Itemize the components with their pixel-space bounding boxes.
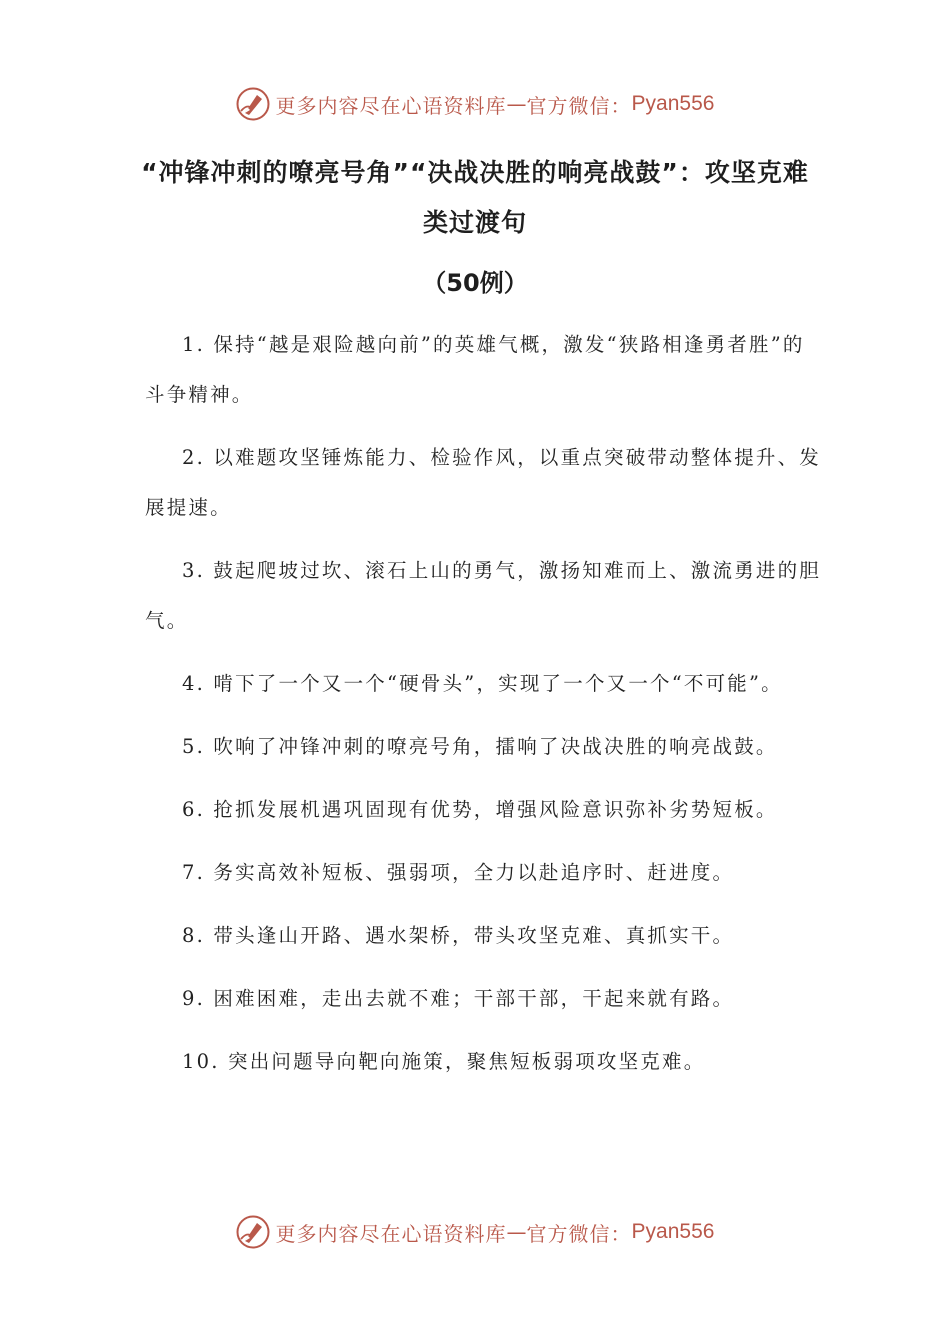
list-item: 5. 吹响了冲锋冲刺的嘹亮号角，擂响了决战决胜的响亮战鼓。 — [182, 735, 778, 758]
banner-text: 更多内容尽在心语资料库 — [275, 93, 507, 118]
banner-contact-id: Pyan556 — [631, 92, 715, 115]
banner-separator: — — [506, 1220, 527, 1244]
banner-contact-id: Pyan556 — [631, 1220, 715, 1243]
item-list — [145, 320, 825, 1100]
list-item: 7. 务实高效补短板、强弱项，全力以赴追序时、赶进度。 — [182, 861, 735, 884]
banner-contact-label: 官方微信： — [526, 1221, 632, 1246]
banner-text: 更多内容尽在心语资料库 — [275, 1221, 507, 1246]
list-item: 2. 以难题攻坚锤炼能力、检验作风，以重点突破带动整体提升、发展提速。 — [145, 446, 822, 519]
pen-nib-logo-icon — [236, 1215, 270, 1249]
footer-banner — [0, 1210, 950, 1254]
list-item: 4. 啃下了一个又一个“硬骨头”，实现了一个又一个“不可能”。 — [182, 672, 783, 695]
pen-nib-logo-icon — [236, 87, 270, 121]
list-item: 6. 抢抓发展机遇巩固现有优势，增强风险意识弥补劣势短板。 — [182, 798, 778, 821]
page-title: “冲锋冲刺的嘹亮号角”“决战决胜的响亮战鼓”：攻坚克难类过渡句 — [141, 158, 809, 237]
list-item: 1. 保持“越是艰险越向前”的英雄气概，激发“狭路相逢勇者胜”的斗争精神。 — [145, 333, 805, 406]
list-item: 8. 带头逢山开路、遇水架桥，带头攻坚克难、真抓实干。 — [182, 924, 735, 947]
page-subtitle: （50例） — [422, 269, 528, 297]
header-banner — [0, 82, 950, 126]
list-item: 10. 突出问题导向靶向施策，聚焦短板弱项攻坚克难。 — [182, 1050, 706, 1073]
banner-separator: — — [506, 92, 527, 116]
list-item: 9. 困难困难，走出去就不难；干部干部，干起来就有路。 — [182, 987, 735, 1010]
list-item: 3. 鼓起爬坡过坎、滚石上山的勇气，激扬知难而上、激流勇进的胆气。 — [145, 559, 822, 632]
banner-contact-label: 官方微信： — [526, 93, 632, 118]
